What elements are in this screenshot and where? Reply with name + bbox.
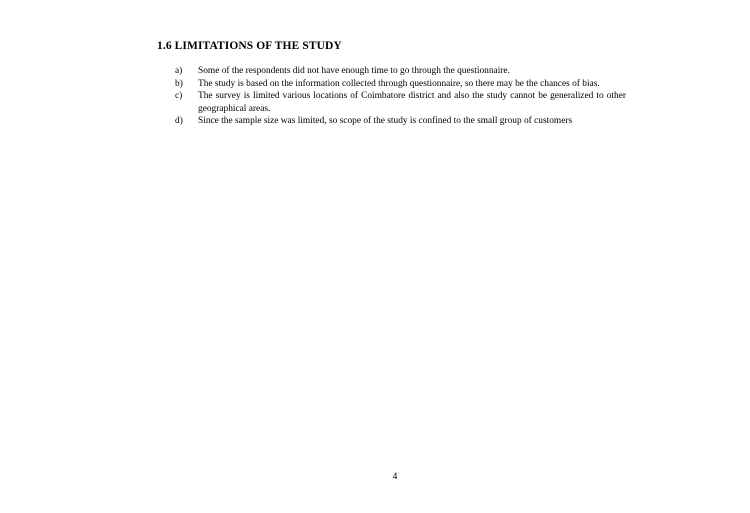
list-marker: a)	[175, 66, 183, 76]
limitation-text: Some of the respondents did not have enough time to go through the questionnaire.	[198, 66, 510, 76]
limitation-text: The study is based on the information collected through questionnaire, so there may be the chances of bias.	[198, 78, 600, 89]
limitation-item-a	[175, 65, 626, 78]
limitation-text: The survey is limited various locations of Coimbatore district and also the study cannot be generalized to other geographical areas.	[198, 91, 626, 114]
list-marker: c)	[175, 91, 183, 102]
page-number: 4	[392, 472, 398, 482]
limitation-item-c	[175, 90, 626, 115]
limitations-list	[175, 65, 626, 128]
list-marker: b)	[175, 78, 183, 89]
limitation-item-d	[175, 115, 626, 128]
section-heading: 1.6 LIMITATIONS OF THE STUDY	[157, 40, 342, 52]
limitation-item-b	[175, 78, 626, 91]
list-marker: d)	[175, 116, 183, 127]
limitation-text: Since the sample size was limited, so scope of the study is confined to the small group of customers	[198, 116, 573, 127]
